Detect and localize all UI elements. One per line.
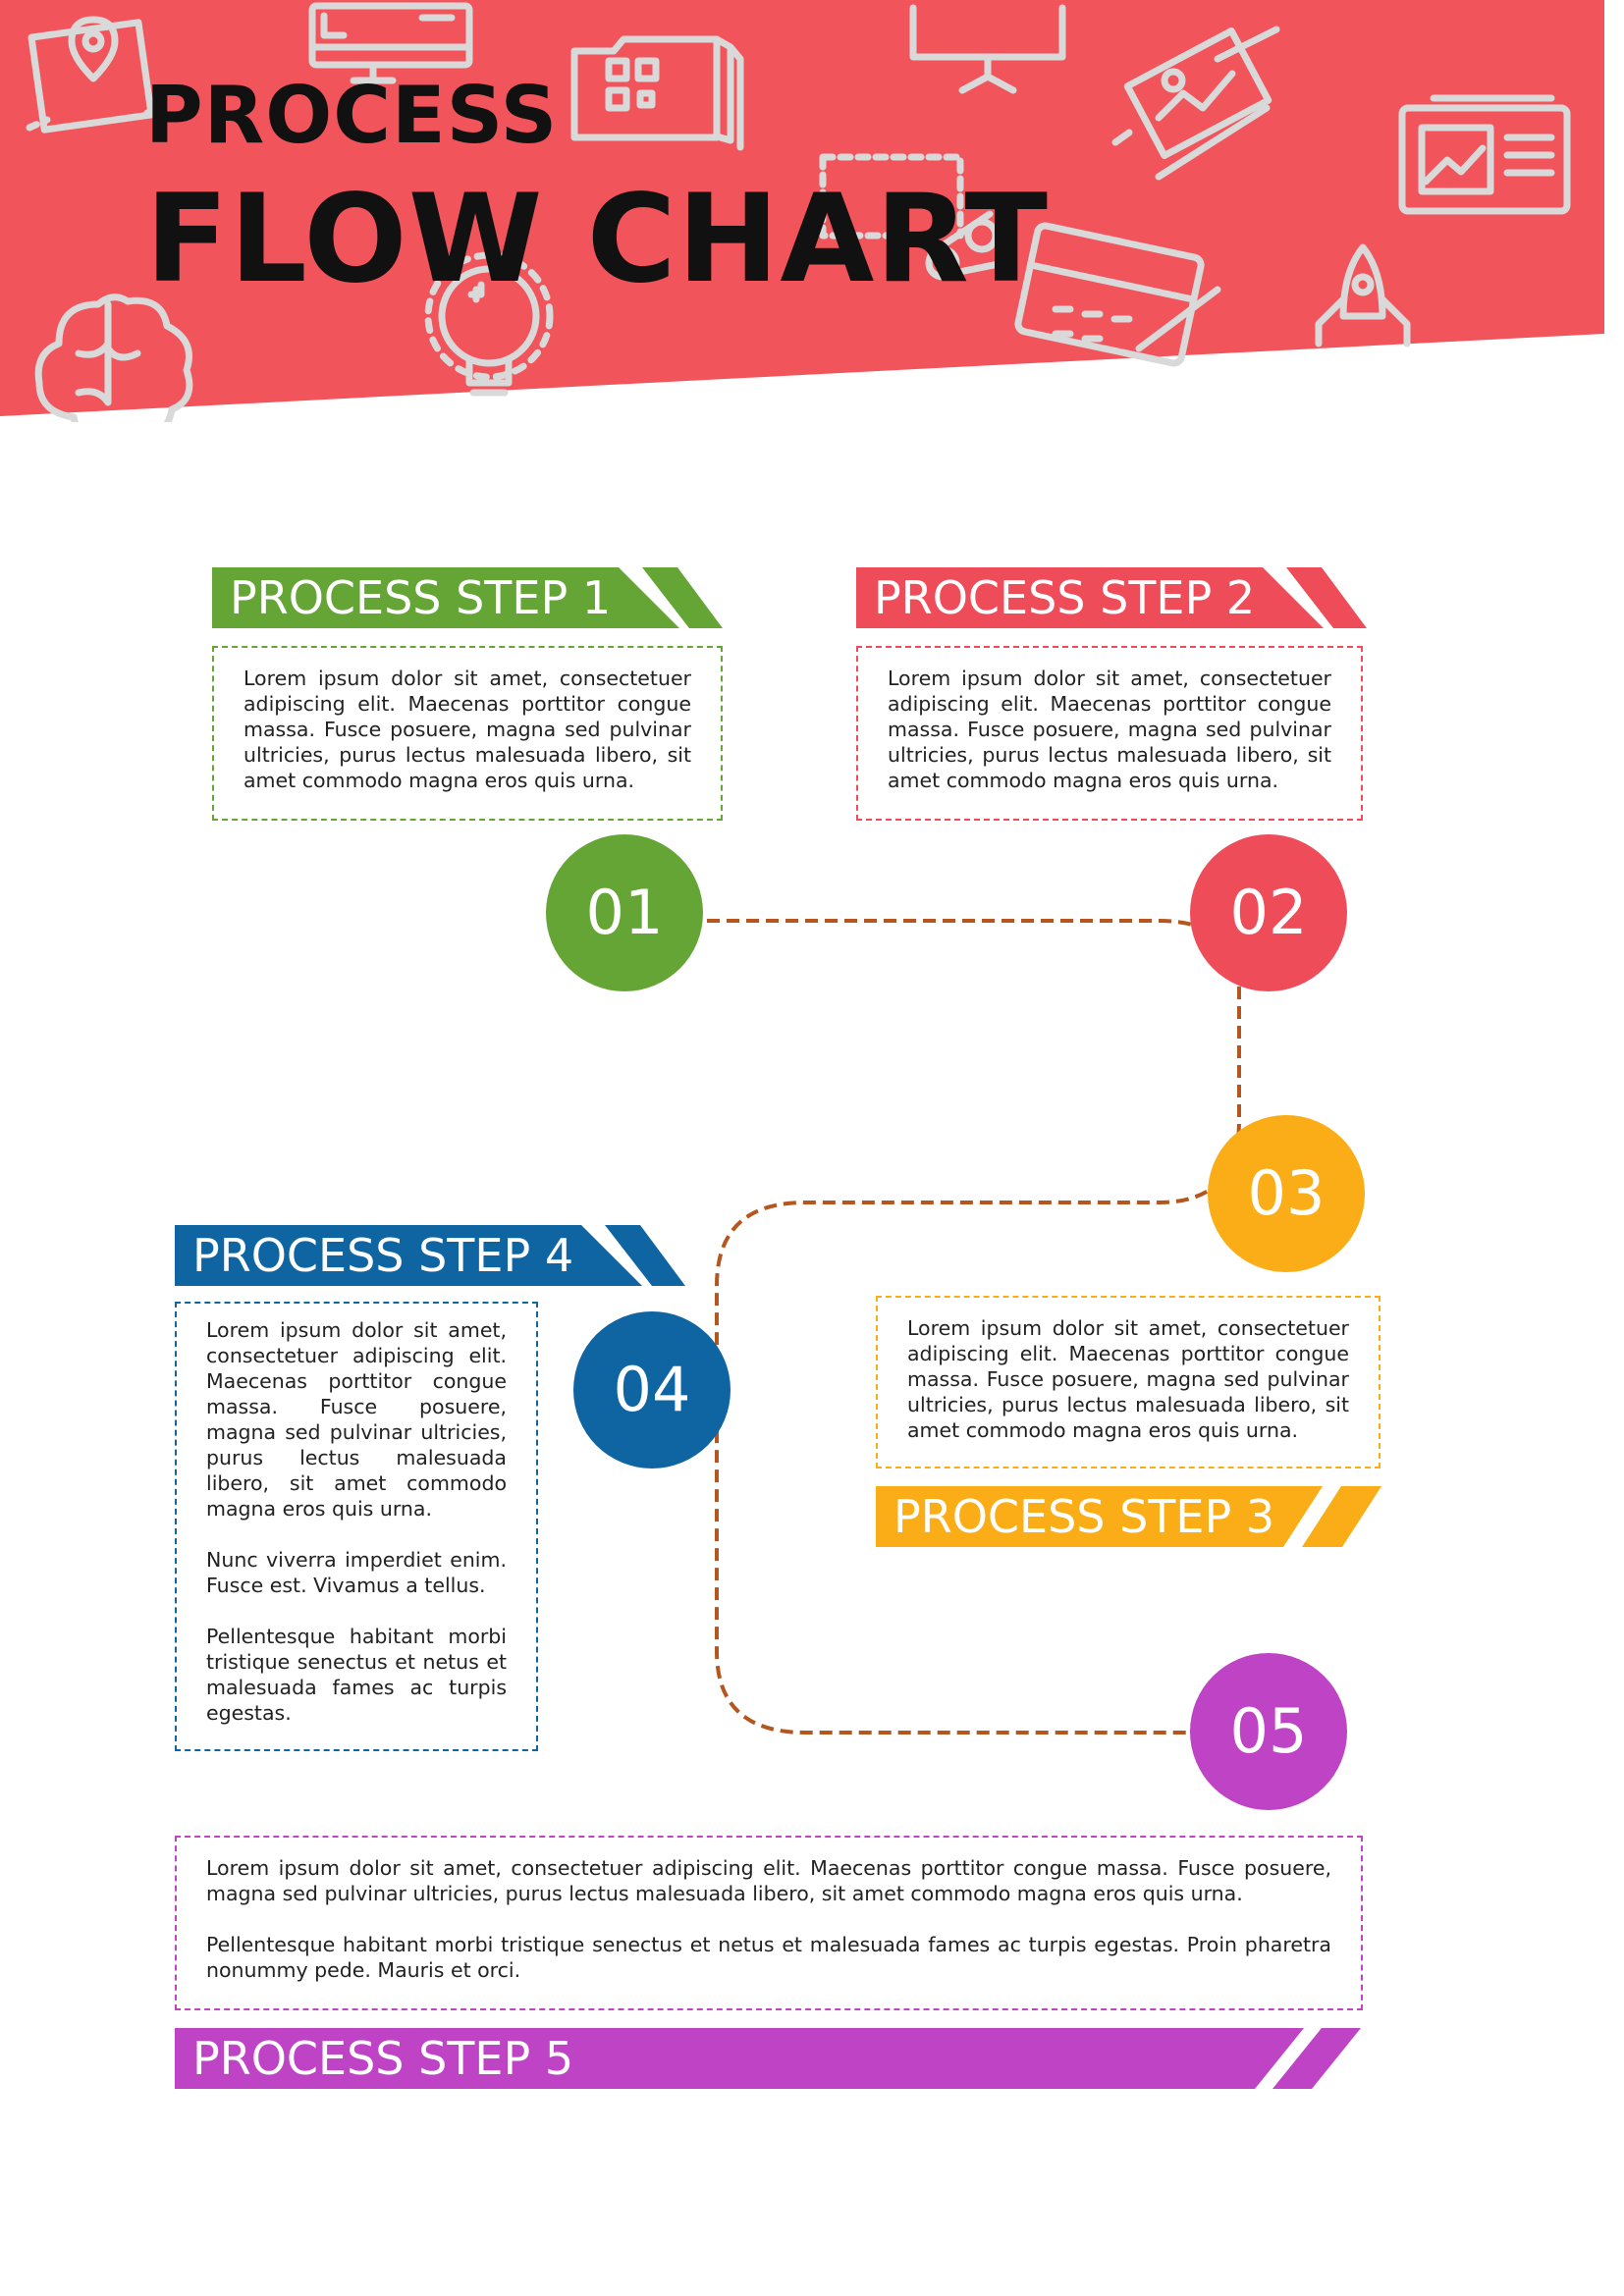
step-4-paragraph-1: Lorem ipsum dolor sit amet, consectetuer adipiscing elit. Maecenas porttitor congue massa. Fusce posuere, magna sed pulvinar ultricies, purus lectus malesuada libero, sit amet commodo magna eros quis urna. <box>206 1318 507 1521</box>
step-5-textbox <box>175 1836 1363 2010</box>
step-3-title: PROCESS STEP 3 <box>893 1490 1275 1543</box>
step-2-textbox <box>856 646 1363 821</box>
step-4-textbox <box>175 1302 538 1751</box>
step-2-paragraph: Lorem ipsum dolor sit amet, consectetuer adipiscing elit. Maecenas porttitor congue massa. Fusce posuere, magna sed pulvinar ultricies, purus lectus malesuada libero, sit amet commodo magna eros quis urna. <box>888 667 1331 792</box>
step-1-textbox <box>212 646 723 821</box>
step-5-banner <box>175 2028 1361 2089</box>
step-3-number-circle: 03 <box>1208 1115 1365 1272</box>
step-5-title: PROCESS STEP 5 <box>192 2032 574 2085</box>
step-5-paragraph-1: Lorem ipsum dolor sit amet, consectetuer adipiscing elit. Maecenas porttitor congue massa. Fusce posuere, magna sed pulvinar ultricies, purus lectus malesuada libero, sit amet commodo magna eros quis urna. <box>206 1856 1331 1905</box>
step-4-banner <box>175 1225 685 1286</box>
step-3-paragraph: Lorem ipsum dolor sit amet, consectetuer adipiscing elit. Maecenas porttitor congue massa. Fusce posuere, magna sed pulvinar ultricies, purus lectus malesuada libero, sit amet commodo magna eros quis urna. <box>907 1316 1349 1442</box>
step-4-title: PROCESS STEP 4 <box>192 1229 574 1282</box>
step-1-banner <box>212 567 723 628</box>
step-3-textbox <box>876 1296 1380 1468</box>
step-1-title: PROCESS STEP 1 <box>230 571 612 624</box>
page-title-line1: PROCESS <box>145 70 559 161</box>
step-2-number-circle: 02 <box>1190 834 1347 991</box>
step-5-paragraph-2: Pellentesque habitant morbi tristique senectus et netus et malesuada fames ac turpis egestas. Proin pharetra nonummy pede. Mauris et orci. <box>206 1933 1331 1982</box>
step-2-title: PROCESS STEP 2 <box>874 571 1256 624</box>
step-5-number-circle: 05 <box>1190 1653 1347 1810</box>
step-4-paragraph-2: Nunc viverra imperdiet enim. Fusce est. Vivamus a tellus. <box>206 1548 507 1597</box>
step-1-paragraph: Lorem ipsum dolor sit amet, consectetuer adipiscing elit. Maecenas porttitor congue massa. Fusce posuere, magna sed pulvinar ultricies, purus lectus malesuada libero, sit amet commodo magna eros quis urna. <box>244 667 691 792</box>
step-4-number-circle: 04 <box>573 1311 731 1468</box>
step-4-paragraph-3: Pellentesque habitant morbi tristique senectus et netus et malesuada fames ac turpis egestas. <box>206 1625 507 1725</box>
step-1-number-circle: 01 <box>546 834 703 991</box>
page-title-line2: FLOW CHART <box>145 169 1049 310</box>
step-2-banner <box>856 567 1367 628</box>
step-3-banner <box>876 1486 1381 1547</box>
